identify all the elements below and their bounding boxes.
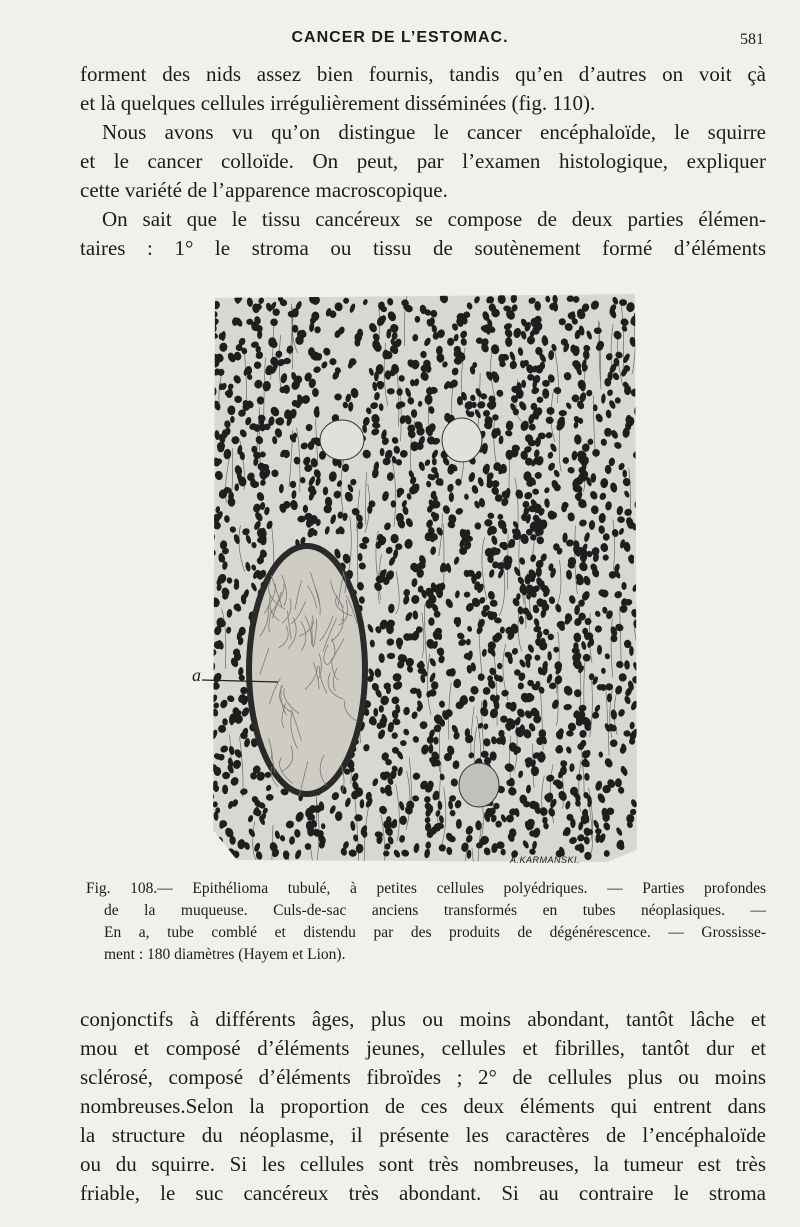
text-line: ou du squirre. Si les cellules sont très nombreuses, la tumeur est très (80, 1152, 766, 1176)
text-line: Nous avons vu qu’on distingue le cancer encéphaloïde, le squirre (102, 120, 766, 144)
histology-engraving (207, 290, 639, 868)
figure-letter-a: a (192, 665, 201, 685)
figure-pointer-line (200, 676, 280, 686)
text-line: et le cancer colloïde. On peut, par l’examen histologique, expliquer (80, 149, 766, 173)
text-line: cette variété de l’apparence macroscopique. (80, 178, 448, 202)
text-line: conjonctifs à différents âges, plus ou moins abondant, tantôt lâche et (80, 1007, 766, 1031)
text-line: On sait que le tissu cancéreux se compose de deux parties élémen- (102, 207, 766, 231)
caption-line: ment : 180 diamètres (Hayem et Lion). (104, 946, 346, 963)
page-number: 581 (740, 31, 764, 48)
text-line: mou et composé d’éléments jeunes, cellules et fibrilles, tantôt dur et (80, 1036, 766, 1060)
text-line: taires : 1° le stroma ou tissu de soutènement formé d’éléments (80, 236, 766, 260)
text-line: friable, le suc cancéreux très abondant. Si au contraire le stroma (80, 1181, 766, 1205)
figure-caption (86, 878, 766, 966)
text-line: nombreuses.Selon la proportion de ces deux éléments qui entrent dans (80, 1094, 766, 1118)
text-line: et là quelques cellules irrégulièrement disséminées (fig. 110). (80, 91, 596, 115)
text-line: sclérosé, composé d’éléments fibroïdes ; 2° de cellules plus ou moins (80, 1065, 766, 1089)
caption-line: En a, tube comblé et distendu par des produits de dégénérescence. — Grossisse- (104, 924, 766, 941)
engraver-signature: A.KARMANSKI. (510, 855, 581, 865)
running-title: CANCER DE L’ESTOMAC. (291, 29, 509, 46)
top-paragraphs (80, 60, 766, 263)
caption-line: Fig. 108.— Epithélioma tubulé, à petites cellules polyédriques. — Parties profondes (86, 880, 766, 897)
text-line: la structure du néoplasme, il présente les caractères de l’encéphaloïde (80, 1123, 766, 1147)
caption-line: de la muqueuse. Culs-de-sac anciens transformés en tubes néoplasiques. — (104, 902, 766, 919)
text-line: forment des nids assez bien fournis, tandis qu’en d’autres on voit çà (80, 62, 766, 86)
bottom-paragraph (80, 1005, 766, 1208)
